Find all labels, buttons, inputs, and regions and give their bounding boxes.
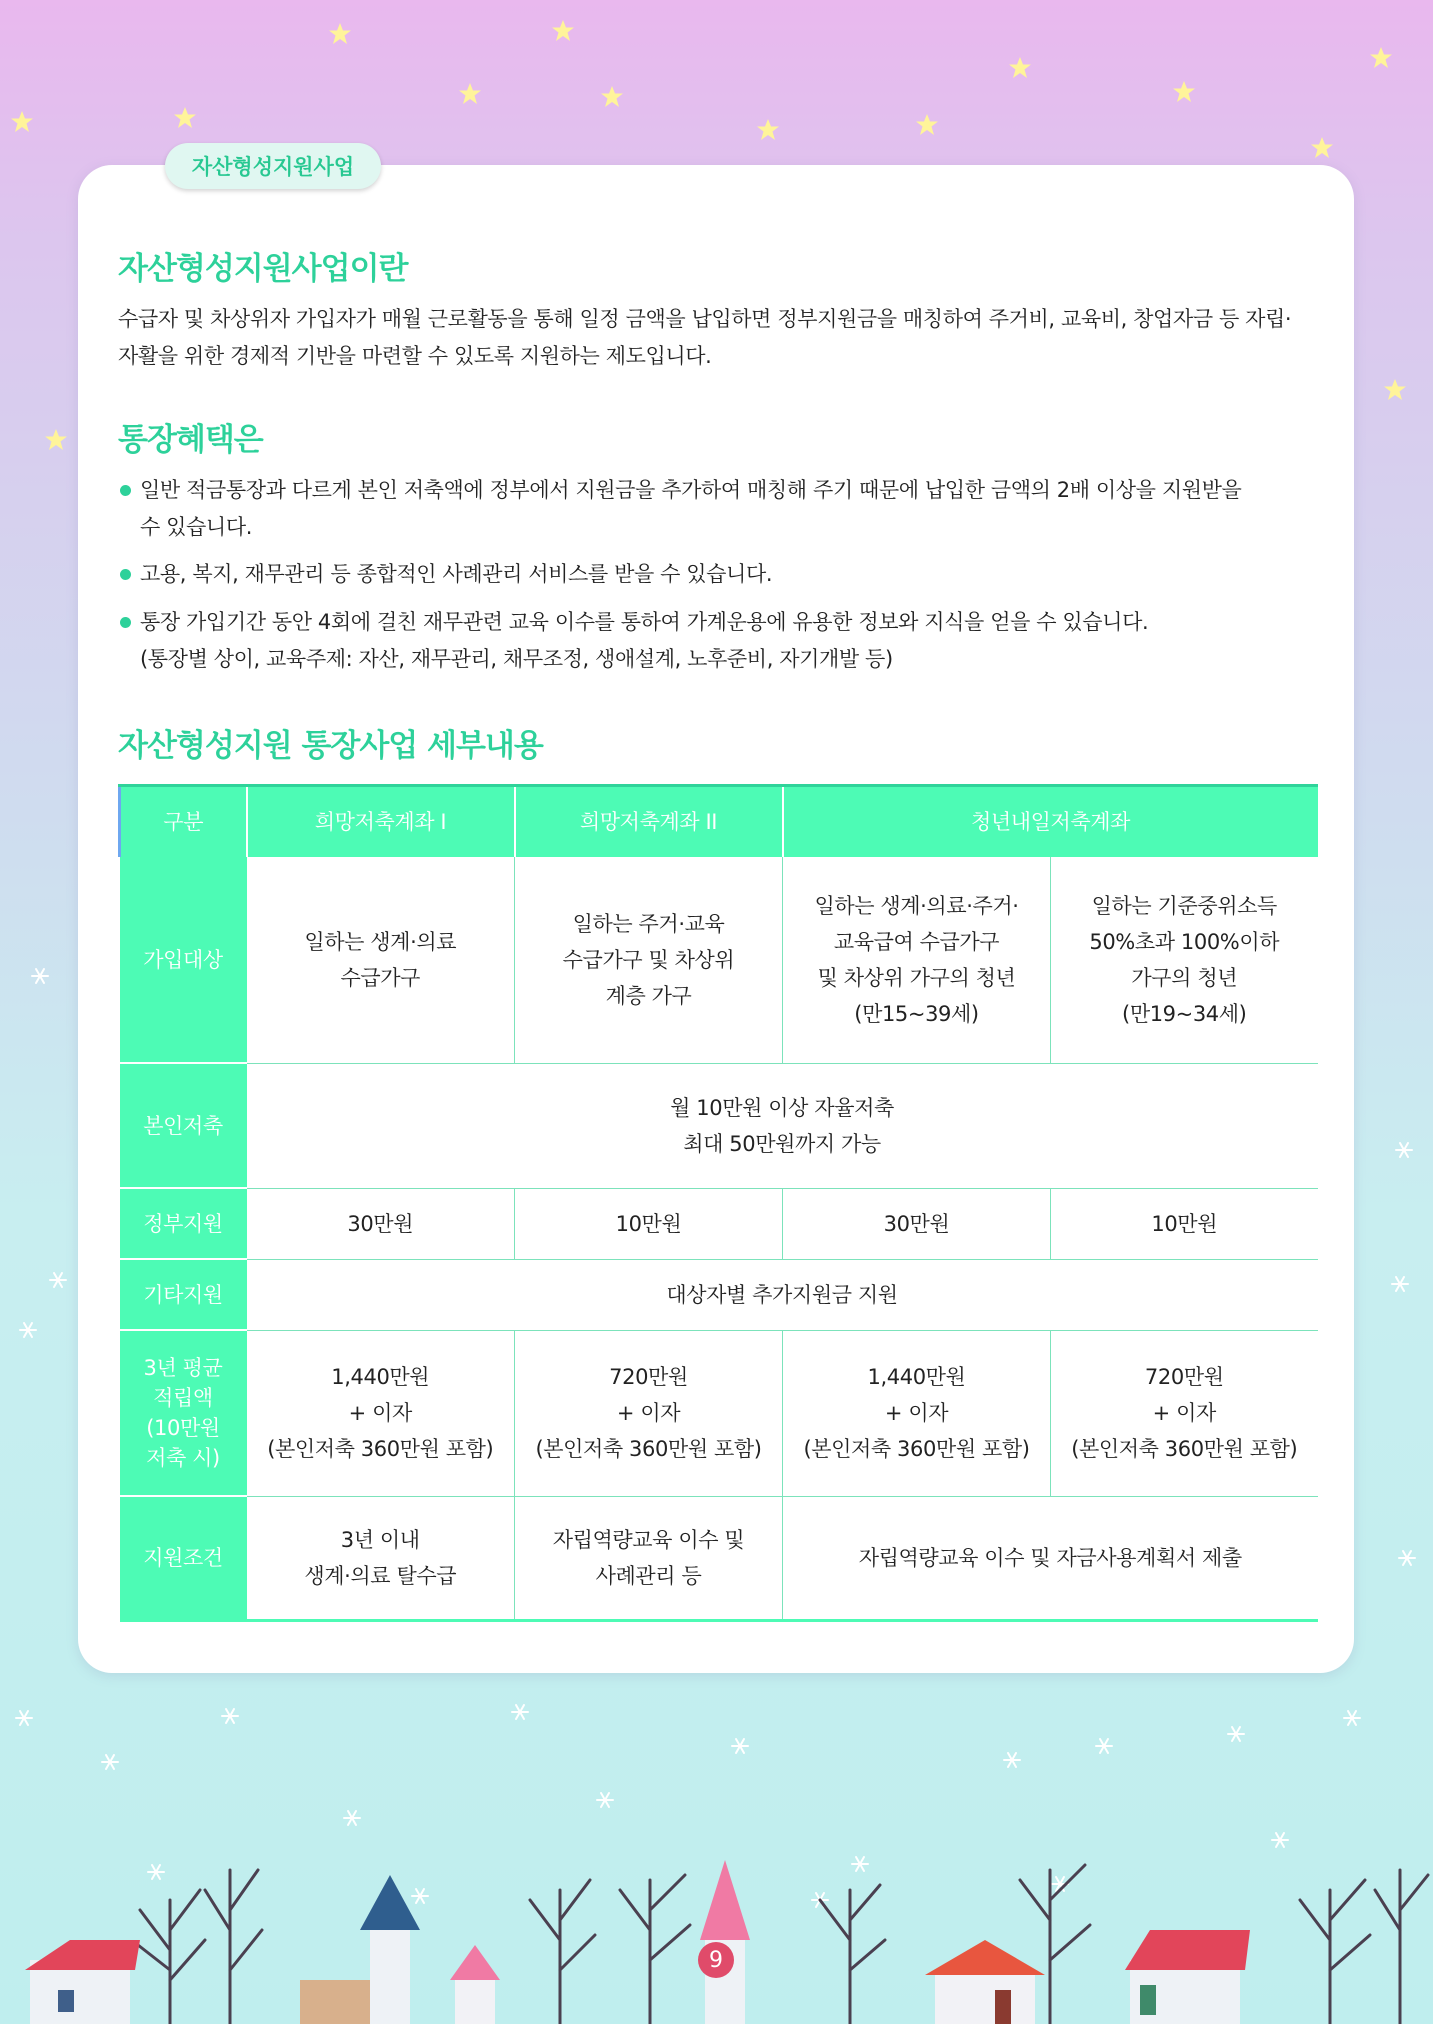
table-cell: 대상자별 추가지원금 지원 [247,1259,1318,1330]
section-tag: 자산형성지원사업 [165,143,381,189]
benefit-line: 수 있습니다. [140,515,252,539]
cell-line: 3년 이내 [340,1527,420,1552]
cell-line: (만19~34세) [1122,1001,1247,1026]
benefit-line: 통장 가입기간 동안 4회에 걸친 재무관련 교육 이수를 통하여 가계운용에 유용한 정보와 지식을 얻을 수 있습니다. [140,610,1149,634]
snowflake-icon [1392,1277,1408,1291]
snowflake-icon [1096,1739,1112,1753]
snowflake-icon [732,1739,748,1753]
table-row [120,1063,1318,1188]
bullet-icon [120,617,131,628]
row-label-condition: 지원조건 [120,1496,247,1620]
table-cell [247,857,515,1063]
row-label-self-saving: 본인저축 [120,1063,247,1188]
table-cell [1051,857,1318,1063]
table-cell [515,1496,783,1620]
header-youth-savings: 청년내일저축계좌 [783,786,1318,858]
table-row [120,1188,1318,1259]
cell-line: (만15~39세) [854,1001,979,1026]
snowflake-icon [1399,1551,1415,1565]
cell-line: 일하는 생계·의료 [304,929,457,954]
star-icon [1173,81,1195,102]
benefit-line: 일반 적금통장과 다르게 본인 저축액에 정부에서 지원금을 추가하여 매칭해 주기 때문에 납입한 금액의 2배 이상을 지원받을 [140,478,1242,502]
benefit-line: 고용, 복지, 재무관리 등 종합적인 사례관리 서비스를 받을 수 있습니다. [140,562,773,586]
row-label-other-support: 기타지원 [120,1259,247,1330]
table-row [120,1330,1318,1496]
cell-line: 1,440만원 [867,1365,966,1389]
house-orange [925,1940,1045,2024]
cell-line: + 이자 [884,1401,949,1425]
cell-line: 일하는 기준중위소득 [1091,893,1277,918]
about-line: 자활을 위한 경제적 기반을 마련할 수 있도록 지원하는 제도입니다. [118,344,712,368]
table-cell [1051,1330,1318,1496]
snowflake-icon [1228,1727,1244,1741]
table-cell: 10만원 [515,1188,783,1259]
snowflake-icon [344,1811,360,1825]
snowflake-icon [102,1755,118,1769]
snowflake-icon [1004,1753,1020,1767]
snowflake-icon [20,1323,36,1337]
star-icon [11,111,33,132]
star-icon [757,119,779,140]
cell-line: 저축 시) [146,1446,220,1470]
table-row [120,1259,1318,1330]
snowflake-icon [50,1273,66,1287]
section-title-about: 자산형성지원사업이란 [118,251,408,287]
cell-line: (본인저축 360만원 포함) [535,1437,762,1461]
cell-line: 적립액 [153,1386,213,1410]
star-icon [45,429,67,450]
about-paragraph [118,301,1323,375]
snowflake-icon [32,969,48,983]
table-cell [783,1330,1051,1496]
star-icon [1009,57,1031,78]
cell-line: (10만원 [146,1416,220,1440]
cell-line: 사례관리 등 [595,1563,702,1588]
benefit-line: (통장별 상이, 교육주제: 자산, 재무관리, 채무조정, 생애설계, 노후준비, 자기개발 등) [140,647,893,671]
bullet-icon [120,485,131,496]
star-icon [601,86,623,107]
benefit-item [118,604,1323,678]
cell-line: (본인저축 360만원 포함) [267,1437,494,1461]
house-left [25,1940,140,2024]
account-details-table [118,784,1318,1622]
star-icon [174,107,196,128]
cell-line: 일하는 주거·교육 [572,911,725,936]
snowflake-icon [1344,1711,1360,1725]
bullet-icon [120,569,131,580]
table-cell: 30만원 [247,1188,515,1259]
snowflake-icon [512,1705,528,1719]
table-row [120,1496,1318,1620]
benefit-item [118,472,1323,546]
table-cell [783,857,1051,1063]
cell-line: 교육급여 수급가구 [833,929,1000,954]
cell-line: + 이자 [348,1401,412,1425]
header-category: 구분 [120,786,247,858]
cell-line: 일하는 생계·의료·주거· [814,893,1019,918]
cell-line: 자립역량교육 이수 및 [552,1527,745,1552]
row-label-target: 가입대상 [120,857,247,1063]
section-title-details: 자산형성지원 통장사업 세부내용 [118,728,543,764]
cell-line: 계층 가구 [605,983,692,1008]
star-icon [916,114,938,135]
snowflake-icon [222,1709,238,1723]
snowflake-icon [1396,1143,1412,1157]
cell-line: 수급가구 및 차상위 [562,947,735,972]
table-cell: 30만원 [783,1188,1051,1259]
cell-line: 월 10만원 이상 자율저축 [670,1095,894,1120]
star-icon [459,83,481,104]
star-icon [1311,137,1333,158]
table-cell [247,1063,1318,1188]
snowflake-icon [16,1711,32,1725]
house-right [1125,1930,1250,2024]
table-cell [515,1330,783,1496]
cell-line: + 이자 [616,1401,681,1425]
cell-line: 720만원 [1144,1365,1224,1389]
cell-line: 및 차상위 가구의 청년 [817,965,1016,990]
table-cell: 10만원 [1051,1188,1318,1259]
table-cell: 자립역량교육 이수 및 자금사용계획서 제출 [783,1496,1318,1620]
cell-line: (본인저축 360만원 포함) [803,1437,1030,1461]
house-center-tower [700,1860,750,2024]
star-icon [329,23,351,44]
cell-line: 최대 50만원까지 가능 [683,1131,881,1156]
cell-line: 생계·의료 탈수급 [304,1563,457,1588]
table-header-row [120,786,1318,858]
star-icon [1370,47,1392,68]
cell-line: 3년 평균 [143,1356,223,1380]
cell-line: 가구의 청년 [1131,965,1238,990]
row-label-avg-3yr [120,1330,247,1496]
cell-line: (본인저축 360만원 포함) [1071,1437,1298,1461]
table-row [120,857,1318,1063]
header-hope-savings-2: 희망저축계좌 II [515,786,783,858]
house-tower [300,1875,420,2024]
cell-line: + 이자 [1152,1401,1216,1425]
row-label-gov-support: 정부지원 [120,1188,247,1259]
house-pink-spire [450,1945,500,2024]
town-illustration [0,1830,1433,2024]
snowflake-icon [597,1793,613,1807]
section-title-benefits: 통장혜택은 [118,422,263,458]
page-number-badge: 9 [698,1942,734,1978]
header-hope-savings-1: 희망저축계좌 I [247,786,515,858]
table-cell [247,1496,515,1620]
benefit-item [118,556,1323,593]
cell-line: 50%초과 100%이하 [1089,929,1280,954]
cell-line: 수급가구 [340,965,421,990]
table-cell [515,857,783,1063]
table-cell [247,1330,515,1496]
cell-line: 1,440만원 [331,1365,430,1389]
about-line: 수급자 및 차상위자 가입자가 매월 근로활동을 통해 일정 금액을 납입하면 정부지원금을 매칭하여 주거비, 교육비, 창업자금 등 자립· [118,307,1292,331]
cell-line: 720만원 [609,1365,688,1389]
star-icon [1384,379,1406,400]
star-icon [552,20,574,41]
